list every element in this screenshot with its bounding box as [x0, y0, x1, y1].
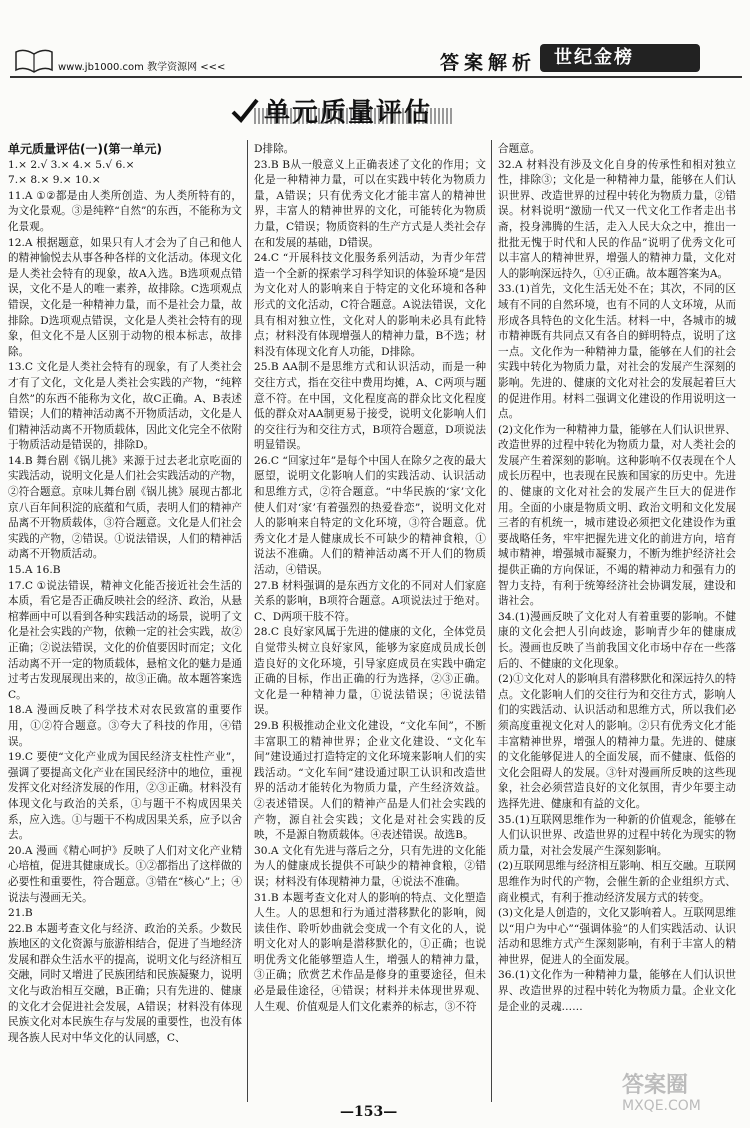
answer-item: 13.C 文化是人类社会特有的现象，有了人类社会才有了文化，文化是人类社会实践的产物，“纯粹自然”的东西不能称为文化，故C正确。A、B表述错误；人们的精神活动离不开物质活动，文化是人们精神活动离不开物质载体，因此文化完全不依附于物质活动是错误的，排除D。: [8, 361, 242, 452]
page-number: —153—: [340, 1104, 398, 1120]
site-url: www.jb1000.com 教学资源网 <<<: [58, 62, 226, 73]
page-header: [0, 0, 750, 80]
answer-item: 23.B B从一般意义上正确表述了文化的作用；文化是一种精神力量，可以在实践中转化为物质力量，A错误；只有优秀文化才能丰富人的精神世界，丰富人的精神世界的文化，可能转化为物质力量，C错误；物质资料的生产方式是人类社会存在和发展的基础，D错误。: [254, 158, 486, 249]
answer-item: 12.A 根据题意，如果只有人才会为了自己和他人的精神愉悦去从事各种各样的文化活动。体现文化是人类社会特有的现象，故A入选。B选项观点错误，文化不是人的唯一素养，故排除。C选项观点错误，文化是一种精神力量，而不是社会力量，故排除。D选项观点错误，文化是人类社会特有的现象，但文化不是人区别于动物的根本标志，故排除。: [8, 236, 242, 358]
answer-item: 35.(1)互联网思维作为一种新的价值观念，能够在人们认识世界、改造世界的过程中转化为现实的物质力量，对社会发展产生深刻影响。: [498, 813, 736, 857]
answer-item: 11.A ①②都是由人类所创造、为人类所特有的，为文化景观。③是纯粹“自然”的东西，不能称为文化景观。: [8, 189, 242, 233]
answer-column-2: [254, 142, 486, 1102]
answer-item: 15.A 16.B: [8, 564, 61, 577]
header-rule: [10, 76, 742, 78]
answer-item: 31.B 本题考查文化对人的影响的特点、文化塑造人生。人的思想和行为通过潜移默化的影响，阅读佳作、聆听妙曲就会变成一个有文化的人，说明文化对人的影响是潜移默化的，①正确；也说明优秀文化能够塑造人生，增强人的精神力量，③正确；欣赏艺术作品是修身的重要途径，但未必是最佳途径，④错误；材料并未体现世界观、人生观、价值观是人们文化素养的标志，③不符: [254, 891, 486, 1013]
answer-item: (3)文化是人创造的，文化又影响着人。互联网思维以“用户为中心”“强调体验”的人们实践活动、认识活动和思维方式产生深刻影响，有利于丰富人的精神世界，促进人的全面发展。: [498, 907, 736, 966]
answer-item: 19.C 要使“文化产业成为国民经济支柱性产业”，强调了要提高文化产业在国民经济中的地位，重视发挥文化对经济发展的作用，②③正确。材料没有体现文化与政治的关系，①与题干不构成因果关系，应入选。①与题干不构成因果关系，应予以舍去。: [8, 751, 242, 842]
answer-item: 17.C ①说法错误，精神文化能否接近社会生活的本质，看它是否正确反映社会的经济、政治，从悬棺葬画中可以看到各种实践活动的场景，说明了文化是社会实践的产物，依赖一定的社会实践，故②正确；②说法错误，文化的价值要因时而定；文化活动离不开一定的物质载体，悬棺文化的魅力是通过考古发现展现出来的，故③正确。故本题答案选C。: [8, 579, 242, 701]
answer-item: 18.A 漫画反映了科学技术对农民致富的重要作用，①②符合题意。③夸大了科技的作用，④错误。: [8, 704, 242, 748]
answer-item: 26.C “回家过年”是每个中国人在除夕之夜的最大愿望，说明文化影响人们的实践活动、认识活动和思维方式，②符合题意。“中华民族的‘家’文化使人们对‘家’有着强烈的热爱眷恋”，说明文化对人的影响来自特定的文化环境，③符合题意。优秀文化才是人健康成长不可缺少的精神食粮，①说法不准确。人们的精神活动离不开人们的物质活动，④错误。: [254, 454, 486, 577]
answer-item: 27.B 材料强调的是东西方文化的不同对人们家庭关系的影响，B项符合题意。A项说法过于绝对。C、D两项干肢不符。: [254, 579, 486, 623]
answer-item: 7.× 8.× 9.× 10.×: [8, 174, 101, 187]
answer-item: 36.(1)文化作为一种精神力量，能够在人们认识世界、改造世界的过程中转化为物质力量。企业文化是企业的灵魂……: [498, 969, 736, 1013]
brand-logo: 世纪金榜: [540, 44, 700, 72]
answer-item: 34.(1)漫画反映了文化对人有着重要的影响。不健康的文化会把人引向歧途，影响青少年的健康成长。漫画也反映了当前我国文化市场中存在一些落后的、不健康的文化现象。: [498, 610, 736, 670]
column-divider: [247, 140, 248, 1102]
answer-item: 22.B 本题考查文化与经济、政治的关系。少数民族地区的文化资源与旅游相结合，促进了当地经济发展和群众生活水平的提高，说明文化与经济相互交融，同时又增进了民族团结和民族凝聚力，说明文化与政治相互交融，B正确；只有先进的、健康的文化才会促进社会发展，A错误；材料没有体现民族文化对本民族生存与发展的重要性，也没有体现各族人民对中华文化的认同感，C、: [8, 922, 242, 1044]
column-divider: [491, 140, 492, 1102]
watermark-url: MXQE.COM: [622, 1098, 701, 1114]
unit-title: 单元质量评估: [264, 98, 433, 128]
answer-item: (2)文化作为一种精神力量，能够在人们认识世界、改造世界的过程中转化为物质力量，对人类社会的发展产生着深刻的影响。这种影响不仅表现在个人成长历程中，也表现在民族和国家的历史中。先进的、健康的文化对社会的发展产生巨大的促进作用。全面的小康是物质文明、政治文明和文化发展三者的有机统一，城市建设必须把文化建设作为重要战略任务，牢牢把握先进文化的前进方向，培育城市精神，增强城市凝聚力，不断为维护经济社会提供正确的方向保证，不竭的精神动力和强有力的智力支持，有利于统筹经济社会协调发展，建设和谐社会。: [498, 423, 736, 608]
answer-item: 32.A 材料没有涉及文化自身的传承性和相对独立性，排除③；文化是一种精神力量，能够在人们认识世界、改造世界的过程中转化为物质力量，②错误。材料说明“激励一代又一代文化工作者走出书斋，投身沸腾的生活，走入人民大众之中，推出一批批无愧于时代和人民的作品”说明了优秀文化可以丰富人的精神世界，增强人的精神力量，文化对人的影响深远持久，①④正确。故本题答案为A。: [498, 158, 736, 280]
answer-item: 14.B 舞台剧《锅儿挑》来源于过去老北京吃面的实践活动，说明文化是人们社会实践活动的产物，②符合题意。京味儿舞台剧《锅儿挑》展现古都北京八百年间积淀的底蕴和气质，表明人们的精神产品离不开物质载体，③符合题意。文化是人们社会实践的产物，②错误。①说法错误，人们的精神活动离不开物质活动。: [8, 454, 242, 561]
unit-banner: [230, 92, 470, 126]
answer-column-3: [498, 142, 736, 1102]
answer-item: 28.C 良好家风属于先进的健康的文化，全体党员自觉带头树立良好家风，能够为家庭成员成长创造良好的文化环境，引导家庭成员在实践中确定正确的目标，作出正确的行为选择，②③正确。文化是一种精神力量，①说法错误；④说法错误。: [254, 626, 486, 717]
answer-item: 20.A 漫画《精心呵护》反映了人们对文化产业精心培植，促进其健康成长。①②都指出了这样做的必要性和重要性，符合题意。③错在“核心”上；④说法与漫画无关。: [8, 844, 242, 904]
answer-item: 29.B 积极推动企业文化建设，“文化车间”，不断丰富职工的精神世界；企业文化建设、“文化车间”建设通过打造特定的文化环境来影响人们的实践活动。“文化车间”建设通过职工认识和改造世界的活动才能转化为物质力量，产生经济效益。②表述错误。人们的精神产品是人们社会实践的产物，源自社会实践；文化是对社会实践的反映，不是源自物质载体。④表述错误。故选B。: [254, 719, 486, 842]
book-logo-icon: [14, 46, 54, 74]
answer-item: 33.(1)首先，文化生活无处不在；其次，不同的区域有不同的自然环境，也有不同的人文环境，从而形成各具特色的文化生活。材料一中，各城市的城市精神既有共同点又有各自的鲜明特点，说明了这一点。文化作为一种精神力量，能够在人们的社会实践中转化为物质力量，对社会的发展产生深刻的影响。先进的、健康的文化对社会的发展起着巨大的促进作用。材料二强调文化建设的作用说明这一点。: [498, 283, 736, 421]
section-heading: 单元质量评估(一)(第一单元): [8, 142, 162, 156]
answer-column-1: [8, 142, 242, 1102]
answer-item: 21.B: [8, 907, 33, 920]
answer-item: 25.B AA制不是思维方式和认识活动，而是一种交往方式，指在交往中费用均摊，A、C两项与题意不符。在中国，文化程度高的群众比文化程度低的群众对AA制更易于接受，说明文化影响人们的交往行为和交往方式，B项符合题意，D项说法明显错误。: [254, 361, 486, 452]
checkmark-icon: [230, 96, 260, 126]
answer-item: (2)①文化对人的影响具有潜移默化和深远持久的特点。文化影响人们的交往行为和交往方式，影响人们的实践活动、认识活动和思维方式，所以我们必须高度重视文化对人的影响。②只有优秀文化才能丰富精神世界，增强人的精神力量。先进的、健康的文化能够促进人的全面发展，而不健康、低俗的文化会阻碍人的发展。③针对漫画所反映的这些现象，社会必须营造良好的文化氛围，青少年要主动选择先进、健康和有益的文化。: [498, 673, 736, 810]
answer-item: 合题意。: [498, 143, 541, 155]
answer-item: 1.× 2.√ 3.× 4.× 5.√ 6.×: [8, 158, 135, 171]
watermark-logo: 答案圈: [622, 1073, 689, 1098]
answer-item: 24.C “开展科技文化服务系列活动，为青少年营造一个全新的探索学习科学知识的体验环境”是因为文化对人的影响来自于特定的文化环境和各种形式的文化活动，C符合题意。A说法错误，文化具有相对独立性，文化对人的影响未必具有此特点；材料没有体现增强人的精神力量，B不选；材料没有体现文化育人功能，D排除。: [254, 252, 486, 358]
answer-item: D排除。: [254, 143, 295, 155]
answer-item: 30.A 文化有先进与落后之分，只有先进的文化能为人的健康成长提供不可缺少的精神食粮，②错误；材料没有体现精神力量，④说法不准确。: [254, 844, 486, 888]
answer-item: (2)互联网思维与经济相互影响、相互交融。互联网思维作为时代的产物，会催生新的企业组织方式、商业模式，有利于推动经济发展方式的转变。: [498, 860, 736, 904]
header-title: 答案解析: [440, 52, 537, 74]
